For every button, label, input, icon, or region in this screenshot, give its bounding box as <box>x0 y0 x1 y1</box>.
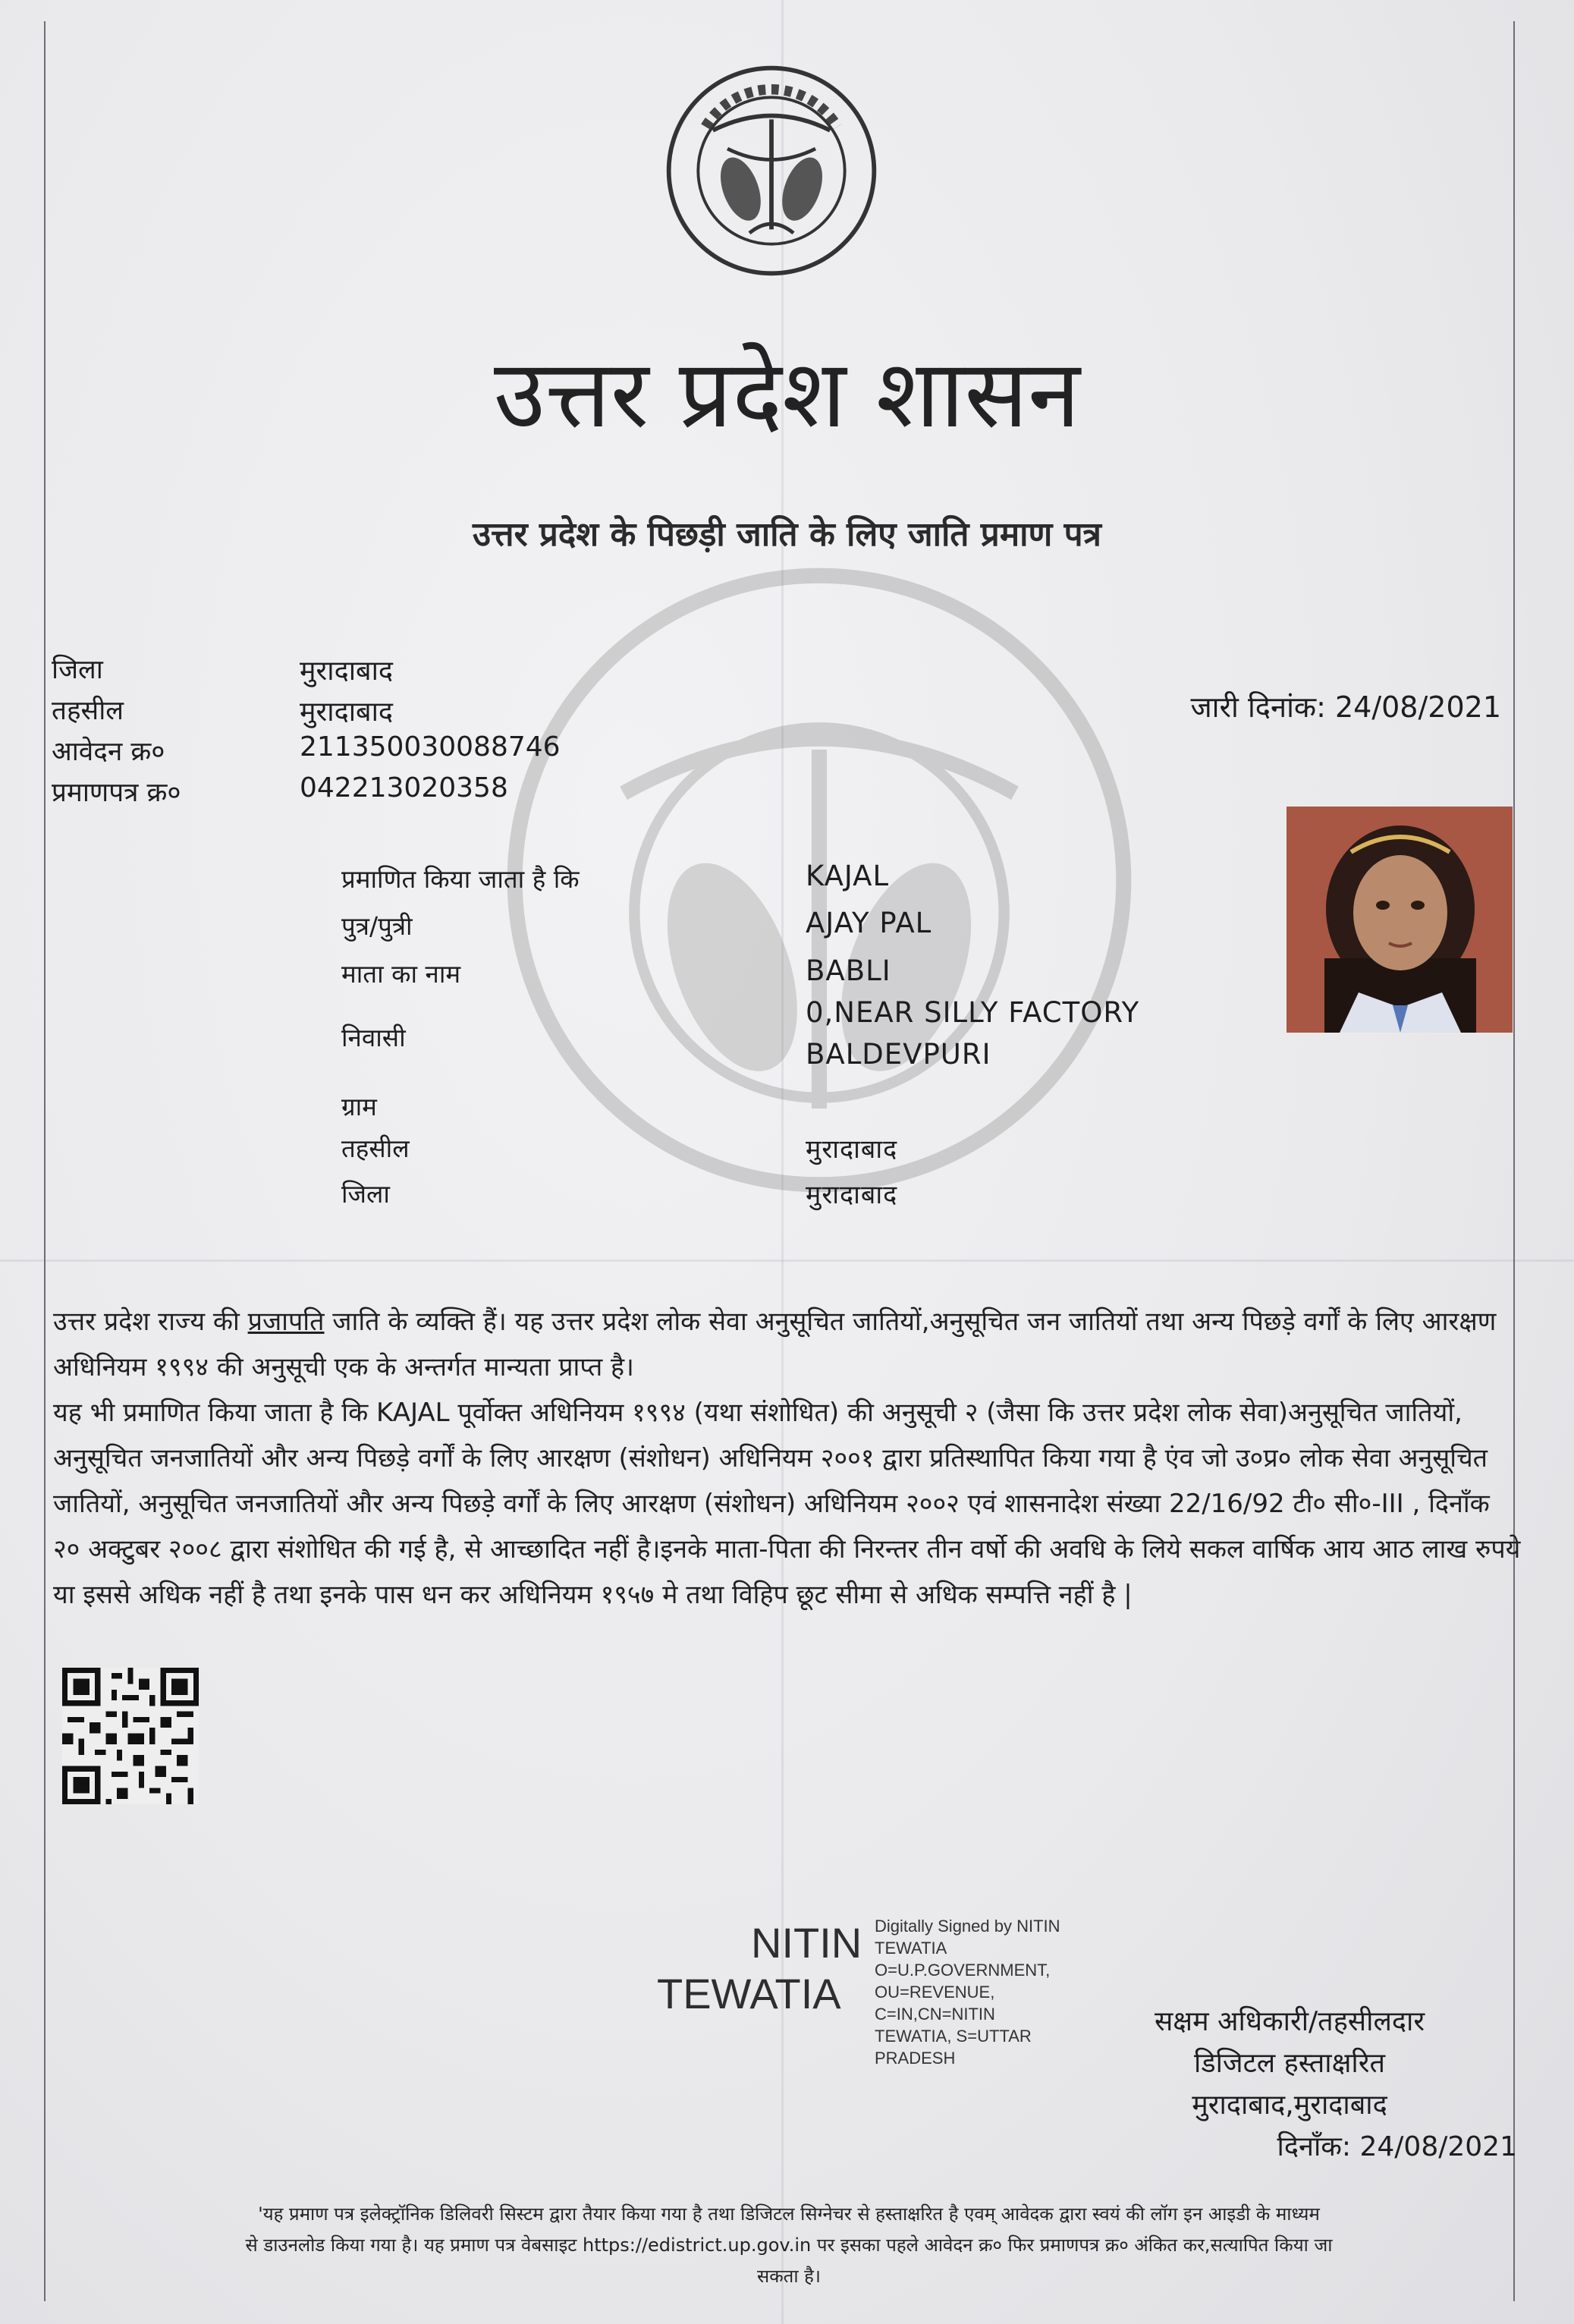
applicant-photo <box>1287 807 1513 1033</box>
government-title: उत्तर प्रदेश शासन <box>494 340 1080 449</box>
certificate-number-value: 042213020358 <box>300 772 508 803</box>
body-p1-prefix: उत्तर प्रदेश राज्य की <box>53 1307 248 1337</box>
tehsil-label: तहसील <box>52 696 124 726</box>
signer-name-line1: NITIN <box>751 1919 862 1967</box>
mother-label: माता का नाम <box>341 959 461 989</box>
resident-address-line2: BALDEVPURI <box>806 1038 991 1071</box>
cert-district-label: जिला <box>341 1179 390 1209</box>
certificate-number-label: प्रमाणपत्र क्र० <box>52 778 181 808</box>
mother-name: BABLI <box>806 954 891 987</box>
district-value: मुरादाबाद <box>300 656 394 687</box>
footer-line-1: 'यह प्रमाण पत्र इलेक्ट्रॉनिक डिलिवरी सिस्टम द्वारा तैयार किया गया है तथा डिजिटल सिग्नेचर से हस्ताक्षरित है एवम् आवेदक द्वारा स्वयं की लॉग इन आइडी के माध्यम <box>258 2203 1320 2225</box>
body-paragraph-1 <box>53 1299 1521 1390</box>
tehsil-value: मुरादाबाद <box>300 697 394 728</box>
resident-label: निवासी <box>341 1023 406 1052</box>
issue-date: जारी दिनांक: 24/08/2021 <box>1190 690 1501 724</box>
footer-line-3: सकता है। <box>756 2266 822 2287</box>
certificate-body <box>53 1299 1521 1618</box>
cert-tehsil-label: तहसील <box>341 1134 410 1163</box>
digital-signature-details: Digitally Signed by NITIN TEWATIA O=U.P.GOVERNMENT, OU=REVENUE, C=IN,CN=NITIN TEWATIA, S=UTTAR PRADESH <box>875 1917 1060 2068</box>
officer-location: मुरादाबाद,मुरादाबाद <box>1192 2090 1387 2121</box>
officer-date: दिनाँक: 24/08/2021 <box>1277 2131 1517 2162</box>
village-label: ग्राम <box>341 1092 377 1121</box>
up-government-emblem <box>661 61 881 281</box>
cert-district-value: मुरादाबाद <box>806 1180 898 1210</box>
body-p1-rest: जाति के व्यक्ति हैं। यह उत्तर प्रदेश लोक सेवा अनुसूचित जातियों,अनुसूचित जन जातियों तथा अन्य पिछड़े वर्गों के लिए आरक्षण अधिनियम १९९४ की अनुसूची एक के अन्तर्गत मान्यता प्राप्त है। <box>53 1307 1497 1382</box>
caste-name: प्रजापति <box>247 1307 325 1337</box>
certified-name: KAJAL <box>806 860 890 892</box>
application-number-label: आवेदन क्र० <box>52 737 165 767</box>
certified-label: प्रमाणित किया जाता है कि <box>341 864 580 894</box>
parent-name: AJAY PAL <box>806 907 932 939</box>
footer-note <box>61 2199 1517 2292</box>
application-number-value: 211350030088746 <box>300 731 561 763</box>
digitally-signed-text: डिजिटल हस्ताक्षरित <box>1194 2048 1385 2079</box>
officer-designation: सक्षम अधिकारी/तहसीलदार <box>1154 2006 1425 2037</box>
verification-qr-code <box>62 1668 199 1804</box>
certificate-subtitle: उत्तर प्रदेश के पिछड़ी जाति के लिए जाति प्रमाण पत्र <box>473 515 1101 554</box>
body-paragraph-2: यह भी प्रमाणित किया जाता है कि KAJAL पूर्वोक्त अधिनियम १९९४ (यथा संशोधित) की अनुसूची २ (जैसा कि उत्तर प्रदेश लोक सेवा)अनुसूचित जातियों, अनुसूचित जनजातियों और अन्य पिछड़े वर्गों के लिए आरक्षण (संशोधन) अधिनियम २००१ द्वारा प्रतिस्थापित किया गया है एंव जो उ०प्र० लोक सेवा अनुसूचित जातियों, अनुसूचित जनजातियों और अन्य पिछड़े वर्गों के लिए आरक्षण (संशोधन) अधिनियम २००२ एवं शासनादेश संख्या 22/16/92 टी० सी०-III , दिनाँक २० अक्टुबर २००८ द्वारा संशोधित की गई है, से आच्छादित नहीं है।इनके माता-पिता की निरन्तर तीन वर्षो की अवधि के लिये सकल वार्षिक आय आठ लाख रुपये या इससे अधिक नहीं है तथा इनके पास धन कर अधिनियम १९५७ मे तथा विहिप छूट सीमा से अधिक सम्पत्ति नहीं है | <box>53 1398 1521 1610</box>
district-label: जिला <box>52 655 103 685</box>
child-of-label: पुत्र/पुत्री <box>341 911 413 941</box>
signer-name-line2: TEWATIA <box>657 1970 841 2017</box>
footer-line-2: से डाउनलोड किया गया है। यह प्रमाण पत्र वेबसाइट https://edistrict.up.gov.in पर इसका पहले आवेदन क्र० फिर प्रमाणपत्र क्र० अंकित कर,सत्यापित किया जा <box>245 2234 1333 2256</box>
cert-tehsil-value: मुरादाबाद <box>806 1134 898 1165</box>
resident-address-line1: 0,NEAR SILLY FACTORY <box>806 996 1140 1029</box>
